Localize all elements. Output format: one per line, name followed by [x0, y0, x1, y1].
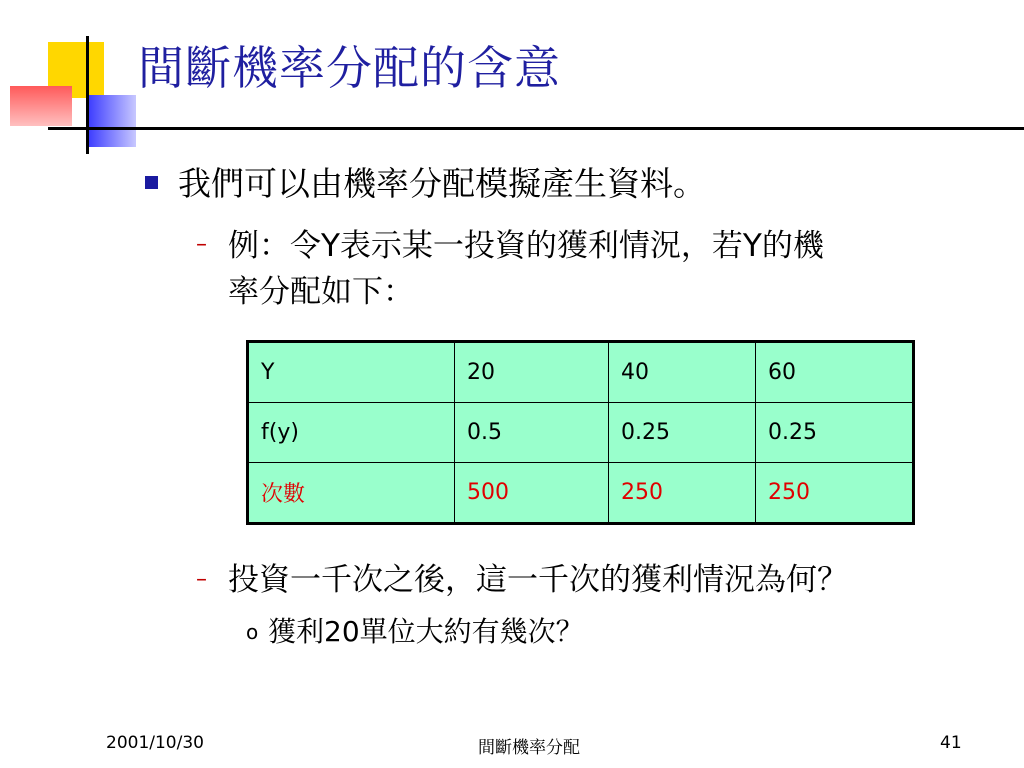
table-cell: 0.25 [609, 403, 756, 463]
table-cell: 250 [756, 463, 914, 524]
table-cell: 60 [756, 342, 914, 403]
blue-square [88, 95, 136, 147]
slide-title: 間斷機率分配的含意 [138, 41, 561, 95]
vertical-line [86, 36, 89, 154]
table-cell: 次數 [248, 463, 455, 524]
dash-bullet-icon: – [196, 567, 207, 592]
dash-bullet-icon: – [196, 232, 207, 257]
square-bullet-icon [145, 176, 158, 189]
table-cell: 40 [609, 342, 756, 403]
title-rule [48, 127, 1024, 130]
sub-bullet-1-line-1: 例：令Y表示某一投資的獲利情況，若Y的機 [228, 228, 824, 264]
table-cell: 0.5 [455, 403, 609, 463]
corner-decoration [0, 0, 140, 160]
page-number: 41 [940, 733, 962, 753]
table-cell: f(y) [248, 403, 455, 463]
footer-date: 2001/10/30 [106, 733, 204, 753]
footer-title: 間斷機率分配 [478, 738, 580, 758]
red-square [10, 86, 72, 126]
sub-bullet-3-text: 獲利20單位大約有幾次？ [268, 615, 584, 648]
table-cell: 20 [455, 342, 609, 403]
table-cell: 500 [455, 463, 609, 524]
sub-bullet-2-text: 投資一千次之後，這一千次的獲利情況為何？ [228, 562, 848, 598]
circle-bullet-icon: o [246, 620, 259, 644]
table-cell: 250 [609, 463, 756, 524]
table-row [248, 342, 914, 403]
bullet-1-text: 我們可以由機率分配模擬產生資料。 [178, 164, 706, 203]
probability-table [246, 340, 915, 525]
table-cell: Y [248, 342, 455, 403]
table-row [248, 403, 914, 463]
table-cell: 0.25 [756, 403, 914, 463]
sub-bullet-1-line-2: 率分配如下： [228, 274, 414, 310]
table-row [248, 463, 914, 524]
